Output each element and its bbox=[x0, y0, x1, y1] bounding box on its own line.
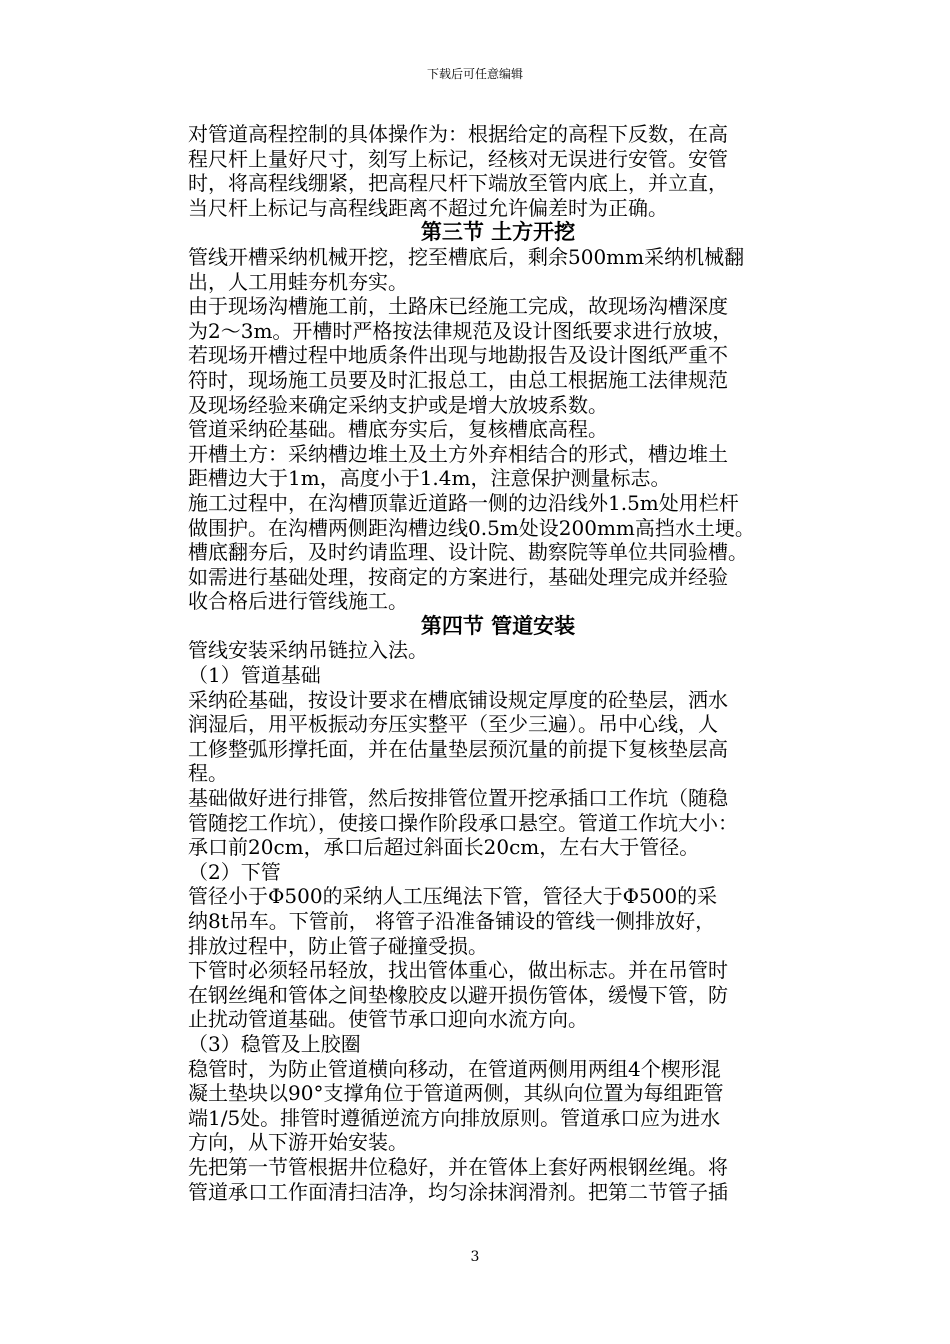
text-line: 排放过程中，防止管子碰撞受损。 bbox=[188, 933, 488, 958]
text-line: 基础做好进行排管，然后按排管位置开挖承插口工作坑（随稳 bbox=[188, 786, 728, 811]
text-line: （2）下管 bbox=[188, 859, 281, 884]
text-line: 当尺杆上标记与高程线距离不超过允许偏差时为正确。 bbox=[188, 195, 668, 220]
header-note: 下载后可任意编辑 bbox=[426, 67, 523, 81]
text-line: 稳管时，为防止管道横向移动，在管道两侧用两组4个楔形混 bbox=[188, 1056, 721, 1081]
text-line: 下管时必须轻吊轻放，找出管体重心，做出标志。并在吊管时 bbox=[188, 958, 728, 983]
text-line: 管道采纳砼基础。槽底夯实后，复核槽底高程。 bbox=[188, 417, 608, 442]
text-line: 符时，现场施工员要及时汇报总工，由总工根据施工法律规范 bbox=[188, 367, 728, 392]
text-line: 程。 bbox=[188, 761, 228, 786]
text-line: 施工过程中，在沟槽顶靠近道路一侧的边沿线外1.5m处用栏杆 bbox=[188, 490, 739, 515]
section-heading: 第三节 土方开挖 bbox=[420, 220, 576, 245]
text-line: 收合格后进行管线施工。 bbox=[188, 589, 408, 614]
text-line: 做围护。在沟槽两侧距沟槽边线0.5m处设200mm高挡水土埂。 bbox=[188, 515, 755, 540]
body-text bbox=[188, 122, 808, 1204]
text-line: 管道承口工作面清扫洁净，均匀涂抹润滑剂。把第二节管子插 bbox=[188, 1179, 728, 1204]
text-line: 方向，从下游开始安装。 bbox=[188, 1130, 408, 1155]
text-line: 槽底翻夯后，及时约请监理、设计院、勘察院等单位共同验槽。 bbox=[188, 540, 748, 565]
text-line: 管线开槽采纳机械开挖，挖至槽底后，剩余500mm采纳机械翻 bbox=[188, 244, 745, 269]
text-line: 承口前20cm，承口后超过斜面长20cm，左右大于管径。 bbox=[188, 835, 700, 860]
text-line: 端1/5处。排管时遵循逆流方向排放原则。管道承口应为进水 bbox=[188, 1105, 721, 1130]
text-line: 由于现场沟槽施工前，土路床已经施工完成，故现场沟槽深度 bbox=[188, 294, 728, 319]
text-line: 开槽土方：采纳槽边堆土及土方外弃相结合的形式，槽边堆土 bbox=[188, 441, 728, 466]
text-line: 管线安装采纳吊链拉入法。 bbox=[188, 638, 428, 663]
text-line: 工修整弧形撑托面，并在估量垫层预沉量的前提下复核垫层高 bbox=[188, 736, 728, 761]
text-line: 管随挖工作坑），使接口操作阶段承口悬空。管道工作坑大小： bbox=[188, 810, 738, 835]
text-line: 及现场经验来确定采纳支护或是增大放坡系数。 bbox=[188, 392, 608, 417]
text-line: 先把第一节管根据井位稳好，并在管体上套好两根钢丝绳。将 bbox=[188, 1154, 728, 1179]
text-line: 凝土垫块以90°支撑角位于管道两侧，其纵向位置为每组距管 bbox=[188, 1081, 724, 1106]
text-line: 止扰动管道基础。使管节承口迎向水流方向。 bbox=[188, 1007, 588, 1032]
text-line: 采纳砼基础，按设计要求在槽底铺设规定厚度的砼垫层，洒水 bbox=[188, 687, 728, 712]
text-line: （3）稳管及上胶圈 bbox=[188, 1031, 361, 1056]
text-line: 如需进行基础处理，按商定的方案进行，基础处理完成并经验 bbox=[188, 564, 728, 589]
text-line: 为2～3m。开槽时严格按法律规范及设计图纸要求进行放坡， bbox=[188, 318, 733, 343]
text-line: 程尺杆上量好尺寸，刻写上标记，经核对无误进行安管。安管 bbox=[188, 146, 728, 171]
text-line: （1）管道基础 bbox=[188, 663, 321, 688]
text-line: 出，人工用蛙夯机夯实。 bbox=[188, 269, 408, 294]
text-line: 润湿后，用平板振动夯压实整平（至少三遍）。吊中心线，人 bbox=[188, 712, 718, 737]
text-line: 在钢丝绳和管体之间垫橡胶皮以避开损伤管体，缓慢下管，防 bbox=[188, 982, 728, 1007]
page-number: 3 bbox=[470, 1249, 480, 1265]
text-line: 时，将高程线绷紧，把高程尺杆下端放至管内底上，并立直， bbox=[188, 171, 728, 196]
text-line: 纳8t吊车。下管前， 将管子沿准备铺设的管线一侧排放好， bbox=[188, 909, 716, 933]
text-line: 对管道高程控制的具体操作为：根据给定的高程下反数，在高 bbox=[188, 122, 728, 146]
text-line: 若现场开槽过程中地质条件出现与地勘报告及设计图纸严重不 bbox=[188, 343, 728, 368]
text-line: 管径小于Φ500的采纳人工压绳法下管，管径大于Φ500的采 bbox=[188, 884, 718, 909]
text-line: 距槽边大于1m，高度小于1.4m，注意保护测量标志。 bbox=[188, 466, 671, 491]
section-heading: 第四节 管道安装 bbox=[420, 613, 576, 638]
